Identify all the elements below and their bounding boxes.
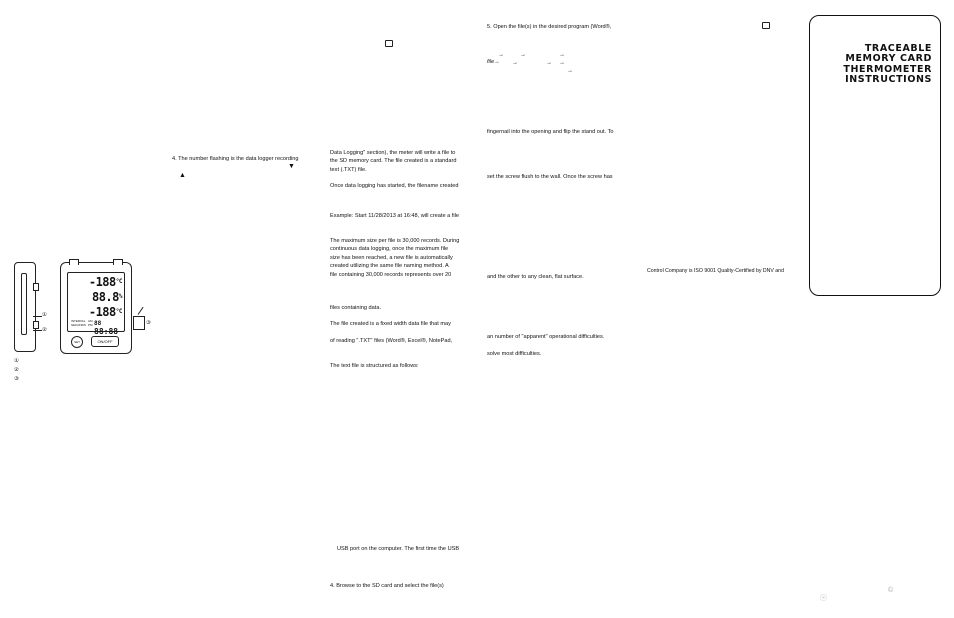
structure-text: The text file is structured as follows:	[330, 363, 419, 369]
arrow-icon: →	[559, 60, 565, 66]
title-line: THERMOMETER	[843, 63, 932, 75]
title-line: TRACEABLE	[864, 43, 932, 54]
title-line: INSTRUCTIONS	[845, 73, 932, 85]
para4-line: size has been reached, a new file is automatically	[330, 254, 453, 261]
callout-line	[33, 330, 42, 331]
para1-line: Data Logging" section), the meter will write a file to	[330, 150, 456, 156]
lcd-row-2	[70, 290, 122, 304]
fixed-width-text: The file created is a fixed width data file that may	[330, 321, 451, 327]
side-nub	[33, 321, 39, 329]
lcd-interval-label: INTERVAL	[71, 319, 86, 323]
lcd-row4-right: 88:88	[94, 327, 119, 336]
memory-card-icon	[385, 40, 393, 47]
arrow-icon: →	[498, 52, 504, 58]
para4-line: created utilizing the same file naming method. A	[330, 263, 449, 270]
usb-port-text: USB port on the computer. The first time the USB	[337, 546, 460, 552]
legend-1: ①	[14, 358, 20, 364]
side-nub	[33, 283, 39, 291]
lcd-row4-left: 88	[94, 320, 102, 327]
document-title	[843, 44, 932, 85]
lcd-row3-unit: °C	[115, 308, 122, 315]
apparent-difficulties-text: an number of "apparent" operational difficulties.	[487, 334, 605, 340]
iso-text: Control Company is ISO 9001 Quality-Certified by DNV and	[647, 268, 784, 274]
title-panel	[809, 15, 941, 296]
lcd-row-3	[70, 305, 122, 319]
lcd-row3-value: -188	[88, 305, 116, 319]
meter-tab	[113, 259, 123, 265]
file-label-text: file	[487, 59, 495, 65]
callout-line	[33, 316, 42, 317]
arrow-icon: →	[520, 52, 526, 58]
lcd-row1-unit: °C	[115, 278, 122, 285]
legend-2: ②	[14, 367, 20, 373]
para1-line: text (.TXT) file.	[330, 166, 367, 173]
arrow-icon: →	[512, 60, 518, 66]
lcd-row2-unit: %	[118, 293, 122, 300]
max-size-paragraph	[330, 237, 470, 279]
para4-line: continuous data logging, once the maximum file	[330, 246, 449, 253]
step4-text: 4. The number flashing is the data logger recording	[172, 156, 299, 162]
file-label	[487, 58, 500, 66]
files-containing-text: files containing data.	[330, 305, 381, 311]
meter-side-view-illustration	[14, 262, 36, 352]
callout-1-label: ①	[42, 312, 47, 318]
filename-text: Once data logging has started, the filename created	[330, 183, 459, 189]
down-arrow-icon: ▼	[288, 163, 295, 170]
legend-3: ③	[14, 376, 20, 382]
arrow-icon: →	[559, 52, 565, 58]
para4-line: The maximum size per file is 30,000 records. During	[330, 238, 460, 244]
arrow-icon: →	[494, 59, 500, 65]
lcd-pm-label: PM	[88, 323, 93, 327]
example-text: Example: Start 11/28/2013 at 16:48, will create a file	[330, 213, 459, 219]
lcd-row1-value: -188	[88, 275, 116, 289]
memory-card-icon	[762, 22, 770, 29]
lcd-am-label: AM	[88, 319, 93, 323]
para1-line: the SD memory card. The file created is a standard	[330, 158, 457, 165]
sd-card-illustration	[133, 316, 145, 330]
arrow-icon: →	[546, 60, 552, 66]
copyright-icon: ©	[888, 587, 894, 594]
lcd-row-1	[70, 275, 122, 289]
lcd-row-4	[94, 318, 124, 336]
side-slot	[21, 273, 27, 335]
lcd-seconds-label: SECONDS	[71, 323, 86, 327]
arrow-icon: →	[567, 68, 573, 74]
up-arrow-icon: ▲	[179, 172, 186, 179]
data-logging-paragraph	[330, 149, 468, 174]
circled-mark-icon: ⓢ	[820, 595, 827, 602]
lcd-display	[67, 272, 125, 336]
callout-3-label: ③	[146, 320, 151, 326]
callout-2-label: ②	[42, 327, 47, 333]
solve-difficulties-text: solve most difficulties.	[487, 351, 542, 357]
lcd-row2-value: 88.8	[91, 290, 119, 304]
fingernail-text: fingernail into the opening and flip the stand out. To	[487, 129, 614, 135]
flat-surface-text: and the other to any clean, flat surface.	[487, 274, 584, 280]
screw-text: set the screw flush to the wall. Once the screw has	[487, 174, 613, 180]
meter-front-illustration	[60, 262, 132, 354]
meter-tab	[69, 259, 79, 265]
reading-txt-text: of reading ".TXT" files (Word®, Excel®, NotePad,	[330, 338, 453, 344]
step5-text: 5. Open the file(s) in the desired program (Word®,	[487, 24, 612, 30]
set-button: SET	[71, 336, 83, 348]
callout-line	[138, 307, 144, 315]
para4-line: file containing 30,000 records represents over 20	[330, 271, 452, 278]
title-line: MEMORY CARD	[845, 53, 932, 65]
on-off-button: ON/OFF	[91, 336, 119, 347]
browse-text: 4. Browse to the SD card and select the file(s)	[330, 583, 444, 589]
